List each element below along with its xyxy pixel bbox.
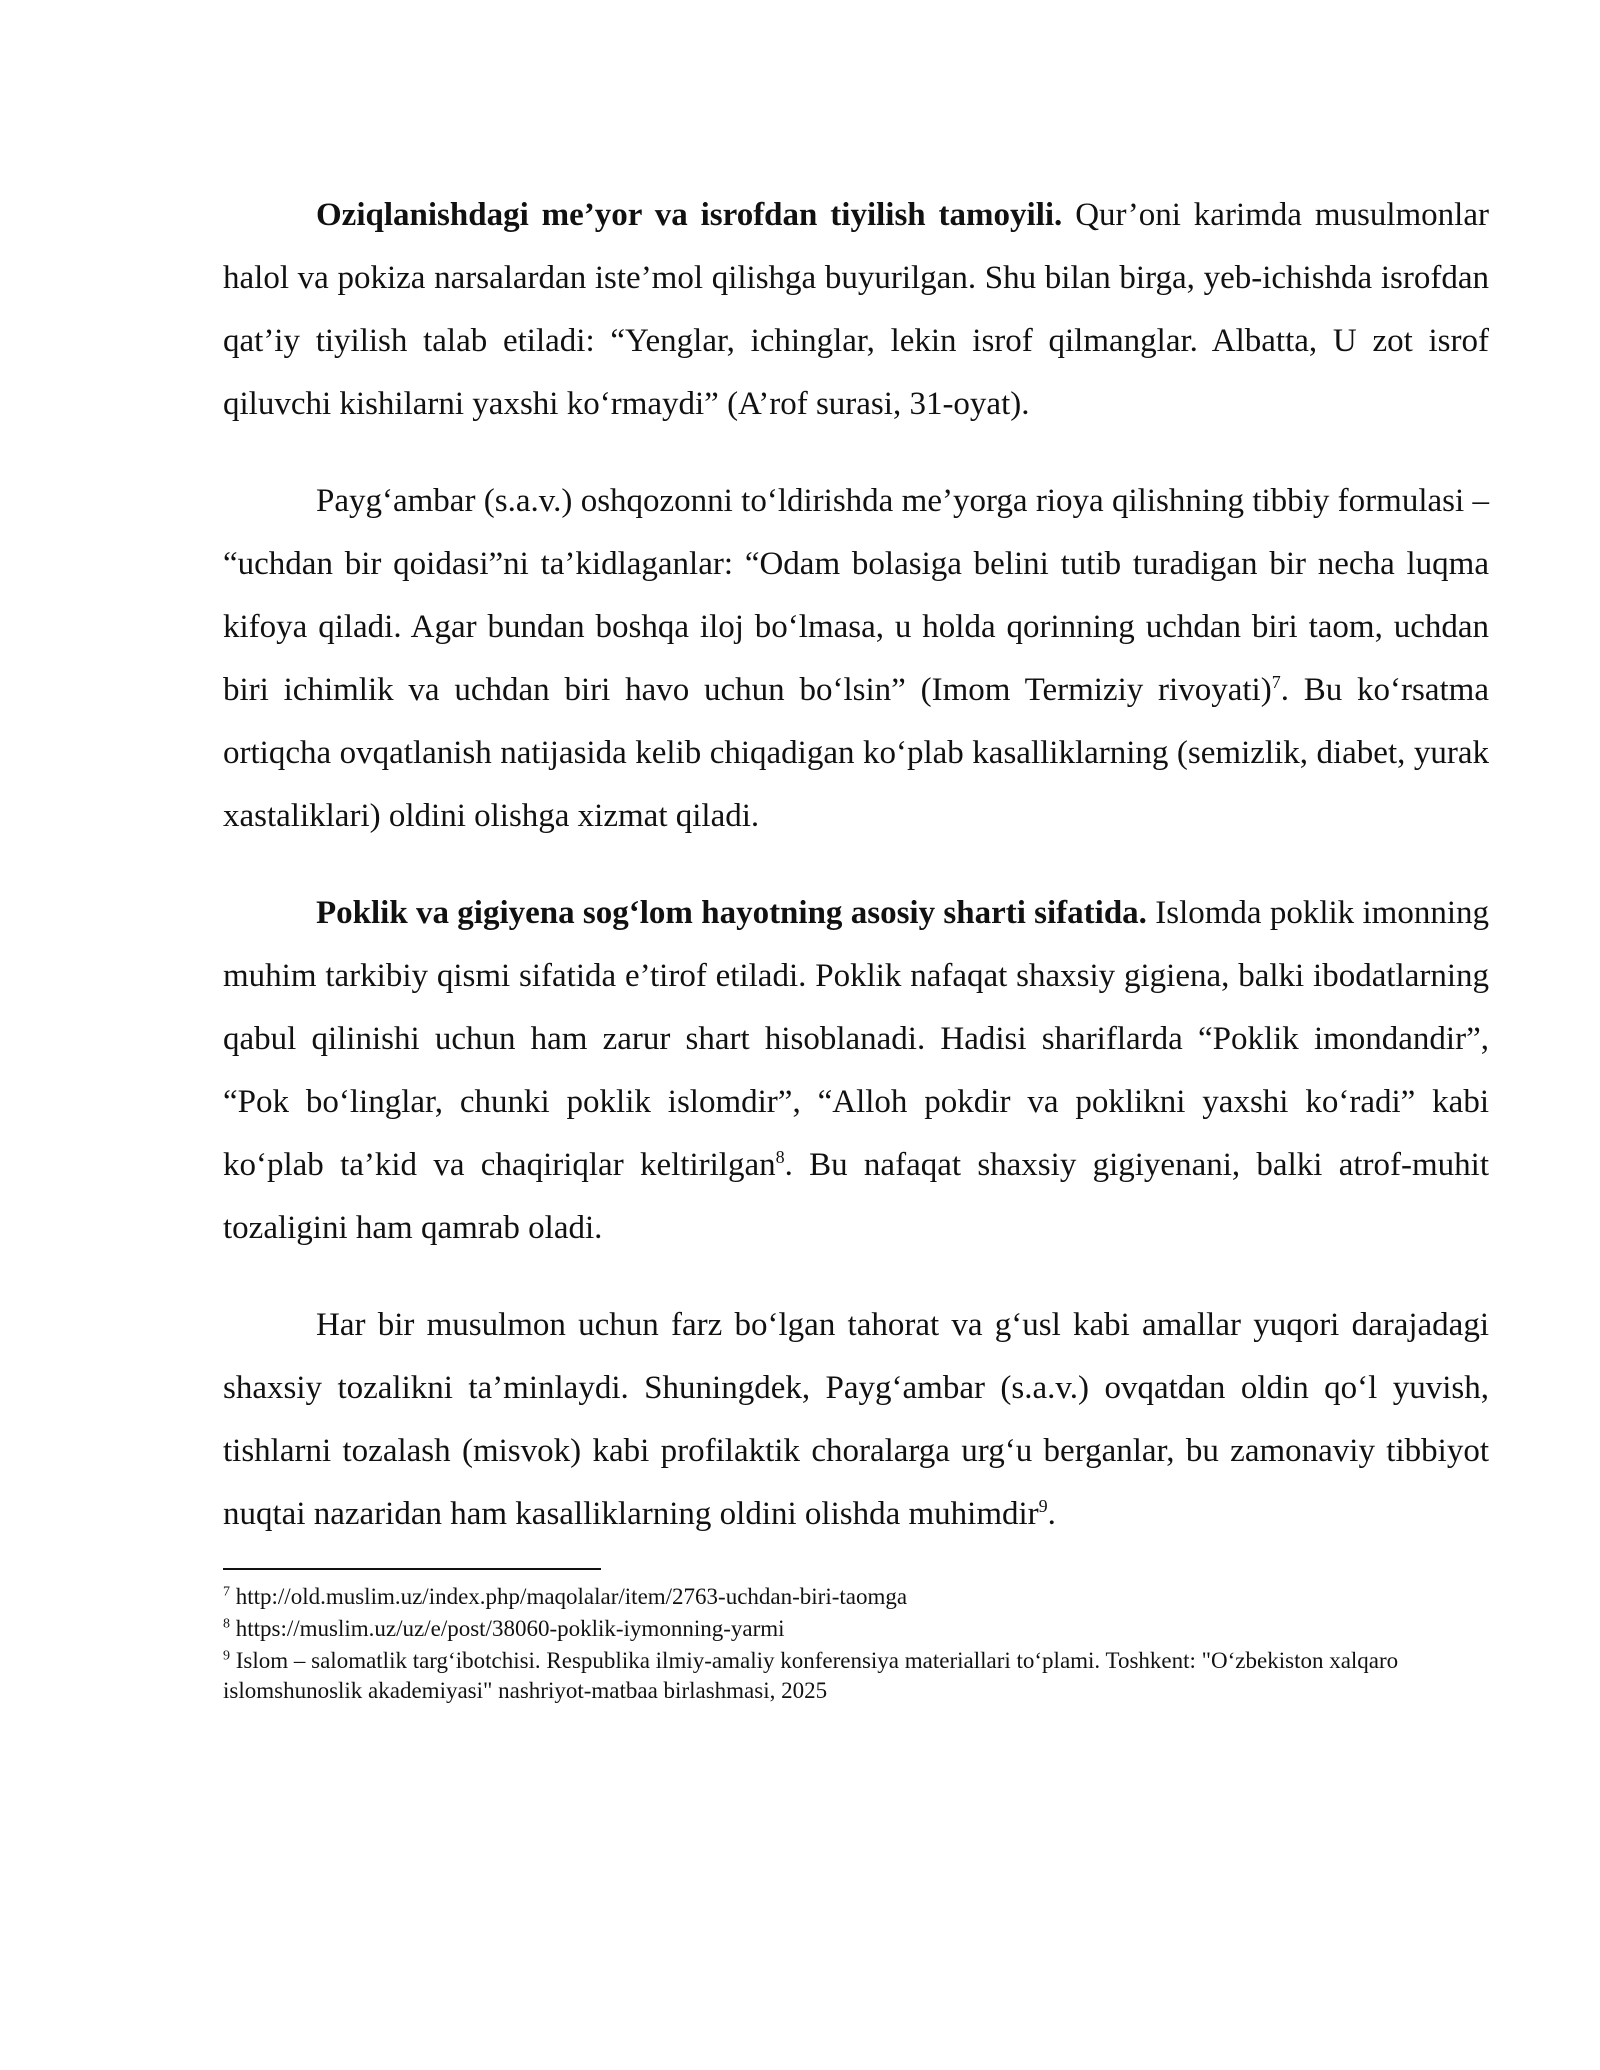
footnote-number: 8 [223, 1616, 230, 1632]
paragraph-one-third-rule [223, 470, 1489, 848]
document-page [223, 184, 1489, 1708]
paragraph-text: . Bu ko‘rsatma ortiqcha ovqatlanish natijasida kelib chiqadigan ko‘plab kasalliklarning (semizlik, diabet, yurak xastaliklari) oldini olishga xizmat qiladi. [223, 672, 1489, 834]
section-heading-moderation: Oziqlanishdagi me’yor va isrofdan tiyilish tamoyili. [316, 197, 1063, 233]
footnote-ref-8[interactable]: 8 [775, 1147, 785, 1167]
paragraph-moderation [223, 184, 1489, 436]
paragraph-text: Qur’oni karimda musulmonlar halol va pokiza narsalardan iste’mol qilishga buyurilgan. Shu bilan birga, yeb-ichishda isrofdan qat’iy tiyilish talab etiladi: “Yenglar, ichinglar, lekin isrof qilmanglar. Albatta, U zot isrof qiluvchi kishilarni yaxshi ko‘rmaydi” (A’rof surasi, 31-oyat). [223, 197, 1489, 422]
paragraph-text: . Bu nafaqat shaxsiy gigiyenani, balki atrof-muhit tozaligini ham qamrab oladi. [223, 1147, 1489, 1246]
footnote-9 [223, 1646, 1489, 1706]
footnote-8 [223, 1614, 1489, 1644]
section-heading-cleanliness: Poklik va gigiyena sog‘lom hayotning asosiy sharti sifatida. [316, 895, 1147, 931]
footnote-number: 7 [223, 1584, 230, 1600]
footnote-link[interactable]: https://muslim.uz/uz/e/post/38060-poklik-iymonning-yarmi [230, 1616, 785, 1641]
footnote-number: 9 [223, 1648, 230, 1664]
footnote-ref-9[interactable]: 9 [1038, 1496, 1048, 1516]
paragraph-text: . [1047, 1496, 1056, 1532]
paragraph-cleanliness [223, 882, 1489, 1260]
footnote-separator [223, 1568, 601, 1570]
footnote-7 [223, 1582, 1489, 1612]
paragraph-ablution [223, 1294, 1489, 1546]
paragraph-text: Har bir musulmon uchun farz bo‘lgan tahorat va g‘usl kabi amallar yuqori darajadagi shaxsiy tozalikni ta’minlaydi. Shuningdek, Payg‘ambar (s.a.v.) ovqatdan oldin qo‘l yuvish, tishlarni tozalash (misvok) kabi profilaktik choralarga urg‘u berganlar, bu zamonaviy tibbiyot nuqtai nazaridan ham kasalliklarning oldini olishda muhimdir [223, 1307, 1489, 1532]
paragraph-text: Payg‘ambar (s.a.v.) oshqozonni to‘ldirishda me’yorga rioya qilishning tibbiy formulasi – “uchdan bir qoidasi”ni ta’kidlaganlar: “Odam bolasiga belini tutib turadigan bir necha luqma kifoya qiladi. Agar bundan boshqa iloj bo‘lmasa, u holda qorinning uchdan biri taom, uchdan biri ichimlik va uchdan biri havo uchun bo‘lsin” (Imom Termiziy rivoyati) [223, 483, 1489, 708]
footnote-text: Islom – salomatlik targ‘ibotchisi. Respublika ilmiy-amaliy konferensiya materiallari to‘plami. Toshkent: "O‘zbekiston xalqaro islomshunoslik akademiyasi" nashriyot-matbaa birlashmasi, 2025 [223, 1648, 1399, 1703]
paragraph-text: Islomda poklik imonning muhim tarkibiy qismi sifatida e’tirof etiladi. Poklik nafaqat shaxsiy gigiena, balki ibodatlarning qabul qilinishi uchun ham zarur shart hisoblanadi. Hadisi shariflarda “Poklik imondandir”, “Pok bo‘linglar, chunki poklik islomdir”, “Alloh pokdir va poklikni yaxshi ko‘radi” kabi ko‘plab ta’kid va chaqiriqlar keltirilgan [223, 895, 1489, 1183]
footnote-ref-7[interactable]: 7 [1271, 672, 1281, 692]
footnotes [223, 1582, 1489, 1706]
footnote-link[interactable]: http://old.muslim.uz/index.php/maqolalar/item/2763-uchdan-biri-taomga [230, 1584, 908, 1609]
